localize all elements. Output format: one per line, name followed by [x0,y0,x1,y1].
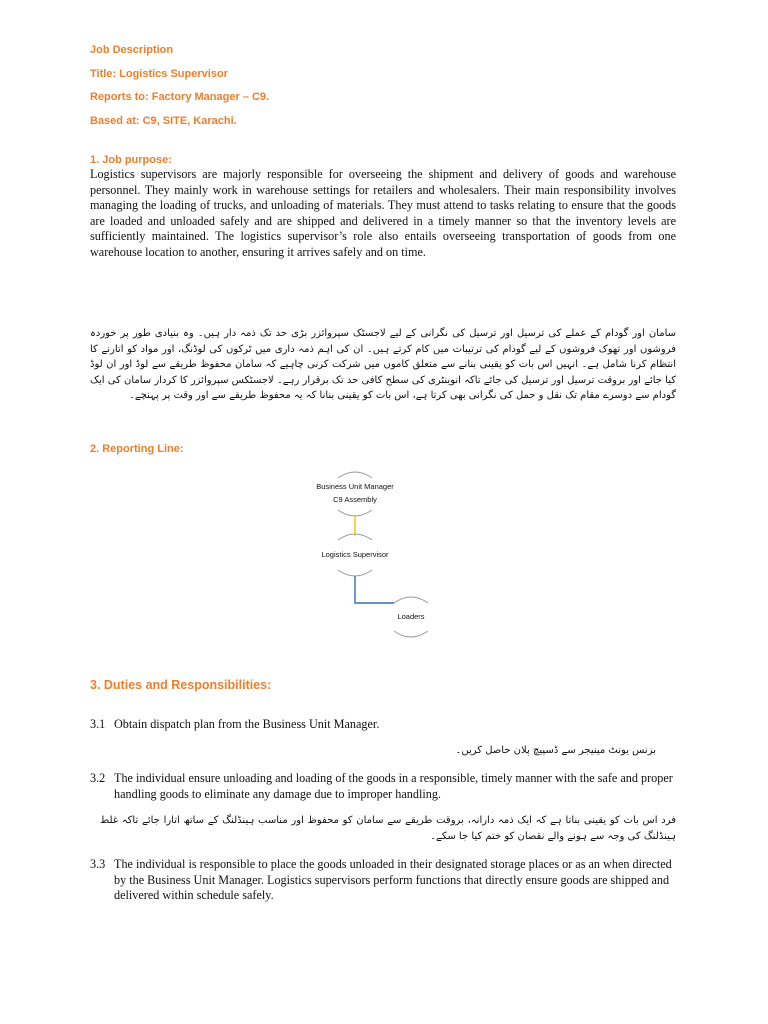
duty-number: 3.1 [90,717,106,731]
node3-top-arc [394,597,428,603]
link-supervisor-to-loaders [355,576,394,603]
duty-item-3-1 [90,717,676,733]
duty-text: The individual is responsible to place the goods unloaded in their designated storage places or as an when directed by the Business Unit Manager. Logistics supervisors perform functions that directly ensure goods are shipped and delivered within schedule safely. [114,857,672,903]
node1-label-line1: Business Unit Manager [316,482,394,491]
duty-item-3-2 [90,771,676,802]
duty-item-3-3 [90,857,676,904]
duty-text: The individual ensure unloading and loading of the goods in a responsible, timely manner with the safe and proper handling goods to eliminate any damage due to improper handling. [114,771,673,801]
node3-bottom-arc [394,631,428,637]
node2-bottom-arc [338,570,372,576]
node1-top-arc [338,472,372,478]
section-3-heading: 3. Duties and Responsibilities: [90,678,272,692]
node-loaders: Loaders [397,612,425,621]
duty-3-1-urdu: بزنس یونٹ مینیجر سے ڈسپیچ پلان حاصل کریں۔ [455,745,656,756]
job-purpose-urdu: سامان اور گودام کے عملے کی ترسیل اور ترسیل کی نگرانی کے لیے لاجسٹک سپروائزر بڑی حد تک ذمہ دار ہیں۔ وہ بنیادی طور پر خوردہ فروشوں اور تھوک فروشوں کے لیے گودام کی ترتیبات میں کام کرتے ہیں۔ ان کی اہم ذمہ داری میں ٹرکوں کی لوڈنگ، اور مواد کو اتارنے کا انتظام کرنا شامل ہے۔ انہیں اس بات کو یقینی بنانے سے متعلق کاموں میں شرکت کرنی چاہیے کہ سامان محفوظ طریقے سے لوڈ اور ان لوڈ کیا جائے اور بروقت ترسیل اور ترسیل کی جائے تاکہ انوینٹری کی سطح کافی حد تک برقرار رہے۔ لاجسٹکس سپروائزر کا کردار سامان کی ایک گودام سے دوسرے مقام تک نقل و حمل کی نگرانی بھی کرتا ہے، اس بات کو یقینی بنانا کہ یہ محفوظ طریقے سے اور وقت پر پہنچے۔ [90,328,676,401]
duty-number: 3.3 [90,857,106,871]
header-reports-to: Reports to: Factory Manager – C9. [90,91,270,103]
section-1-heading: 1. Job purpose: [90,154,172,166]
node-logistics-supervisor: Logistics Supervisor [321,550,389,559]
node-business-unit-manager [300,482,410,504]
section-2-heading: 2. Reporting Line: [90,443,184,455]
duty-number: 3.2 [90,771,106,785]
duty-text: Obtain dispatch plan from the Business Unit Manager. [114,717,380,731]
node1-label-line2: C9 Assembly [333,495,377,504]
duty-3-2-urdu: فرد اس بات کو یقینی بناتا ہے کہ ایک ذمہ دارانہ، بروقت طریقے سے سامان کو محفوظ اور مناسب ہینڈلنگ کے ساتھ اتارا جائے تاکہ غلط ہینڈلنگ کی وجہ سے ہونے والے نقصان کو ختم کیا جا سکے۔ [100,815,676,842]
header-job-description: Job Description [90,44,174,56]
header-title: Title: Logistics Supervisor [90,68,228,80]
header-based-at: Based at: C9, SITE, Karachi. [90,115,237,127]
job-purpose-text: Logistics supervisors are majorly responsible for overseeing the shipment and delivery of goods and warehouse personnel. They mainly work in warehouse settings for retailers and wholesalers. Their main responsibility involves managing the loading of trucks, and unloading of materials. They must attend to tasks relating to ensure that the goods are loaded and unloaded safely and are shipped and delivered in a timely manner so that the inventory levels are sufficiently maintained. The logistics supervisor’s role also entails overseeing transportation of goods from one warehouse location to another, ensuring it arrives safely and on time. [90,167,676,259]
